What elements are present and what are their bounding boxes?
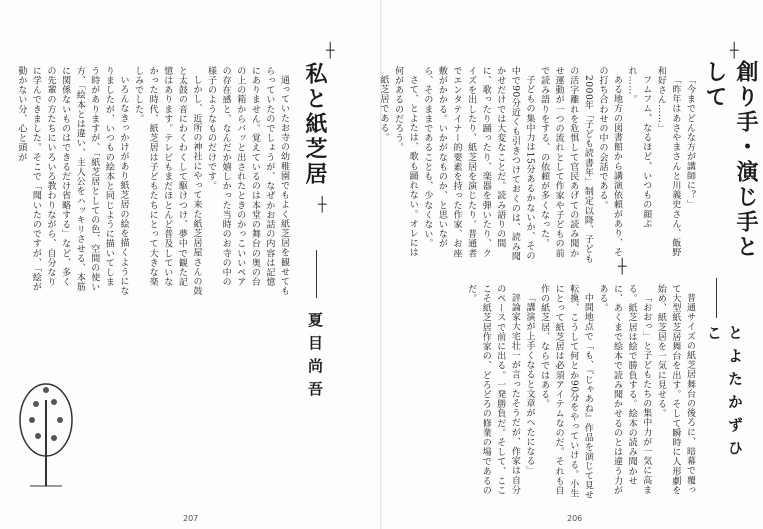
- paragraph: 紙芝居である。: [378, 75, 389, 143]
- paragraph: しかし、近所の神社にやって来た紙芝居屋さんの鼓と太鼓の音にわくわくして駆けつけ、夢中で観た記憶はあります。テレビもまだほとんど普及していなかった時代、紙芝居は子どもたちにとって大きな楽しみでした。: [133, 66, 202, 296]
- body-text-lower: [466, 284, 697, 500]
- paragraph: 「今までどんな方が講師に？」: [685, 75, 695, 210]
- article-title: 創り手・演じ手として: [702, 60, 759, 260]
- cross-mark: ┼: [730, 43, 739, 59]
- paragraph: 「昨年はあさやまさんと川義史さん、飯野和好さん……」: [655, 66, 681, 258]
- body-text-upper: [378, 66, 697, 266]
- paragraph: 2000年「子ども読書年」制定以降、子どもの活字離れを危惧して官民あげての読み聞かせ運動が一つの流れとして作家や子どもの前で読み語りをする、の依頼が多くなった。: [539, 66, 593, 264]
- paragraph: さて、とよたは、歌も踊れない。オレには何があるのだろう。: [393, 66, 418, 258]
- paragraph: いろんなきっかけがあり紙芝居の絵を描くようになりましたが、いつもの絵本と同じように描いてしまう時がありますが、「紙芝居としての色、空間の使い方、「絵本とは違い、主人公をハッキリさせる、本筋に関係ないものはできるだけ省略する」など、多くの先輩の方たちにいろいろ教わりながら、自分なりに学んできました。そこで「聞いたのですが、「絵が動かない分、心と頭が: [16, 66, 129, 296]
- paragraph: 「講演が上手くなると文章がへたになる」: [524, 293, 535, 476]
- left-page: [0, 0, 381, 529]
- cross-mark: ┼: [326, 43, 335, 59]
- divider-line: [316, 250, 317, 298]
- paragraph: ある地方の図書館から講演依頼があり、その打ち合わせの中の会話である。: [597, 66, 623, 258]
- page-number: 207: [183, 514, 199, 523]
- paragraph: 中間地点で「も、『じゃあね』作品を演じて見せ転換、こうして何とか90分をやっていける。小生にとって紙芝居は必須アイテムなのだ。それも自作の紙芝居、ならではある。: [539, 284, 593, 500]
- paragraph: フムフム、なるほど、いつもの顔ぶれ……。: [626, 66, 652, 229]
- article-title: 私と紙芝居: [302, 62, 328, 187]
- cross-mark: ┼: [318, 197, 327, 213]
- right-page: [378, 0, 763, 529]
- body-text-upper: [16, 66, 291, 296]
- paragraph: 評論家大宅壮一が言ったそうだが、作家は自分のペースで前に出る。一発勝負だ。そして、こここそ紙芝居作家の、どろどろの修業の場であるのだ。: [466, 284, 520, 496]
- author-name: 夏目尚吾: [306, 312, 324, 404]
- paragraph: 通っていたお寺の幼稚園でもよく紙芝居を観せてもらっていたのでしょうが、なぜかお話の内容は記憶にありません。覚えているのは本堂の舞台の奥の台の上の箱からバッと出されたときのかっこいいペアの存在感と、なんだか嬉しかった当時のお寺の中の様子のようなものだけです。: [206, 66, 289, 296]
- author-name: とよたかずひこ: [705, 325, 744, 463]
- paragraph: 普通サイズの紙芝居舞台の後ろに、暗幕で覆って大型紙芝居舞台を出す。そして瞬時に人形劇を始め、紙芝居を一気に見せる。: [655, 284, 695, 496]
- paragraph: 子どもの集中力は15分あるかないか、その中で90分近くも引きつけておくのは、読み聞かせだけでは大変なことだ。読み語りの間に、歌ったり踊ったり、楽器を弾いたり、クイズを出したり、紙芝居を演じたり。普通者でエンタテイナー的要素を持った作家、お座敷がかかる。いかがなものか、と思いながら、そのままであることも、少なくない。: [422, 66, 535, 262]
- tree-icon: [16, 380, 76, 490]
- page-number: 206: [567, 514, 583, 523]
- cross-mark: ┼: [618, 259, 627, 275]
- paragraph: 「おおっ」と子どもたちの集中力が一気に高まる。紙芝居は絵で勝負する。絵本の読み聞かせに、あくまで絵本で読み聞かせるのとは違う力がある。: [597, 284, 652, 496]
- divider-line: [716, 278, 717, 318]
